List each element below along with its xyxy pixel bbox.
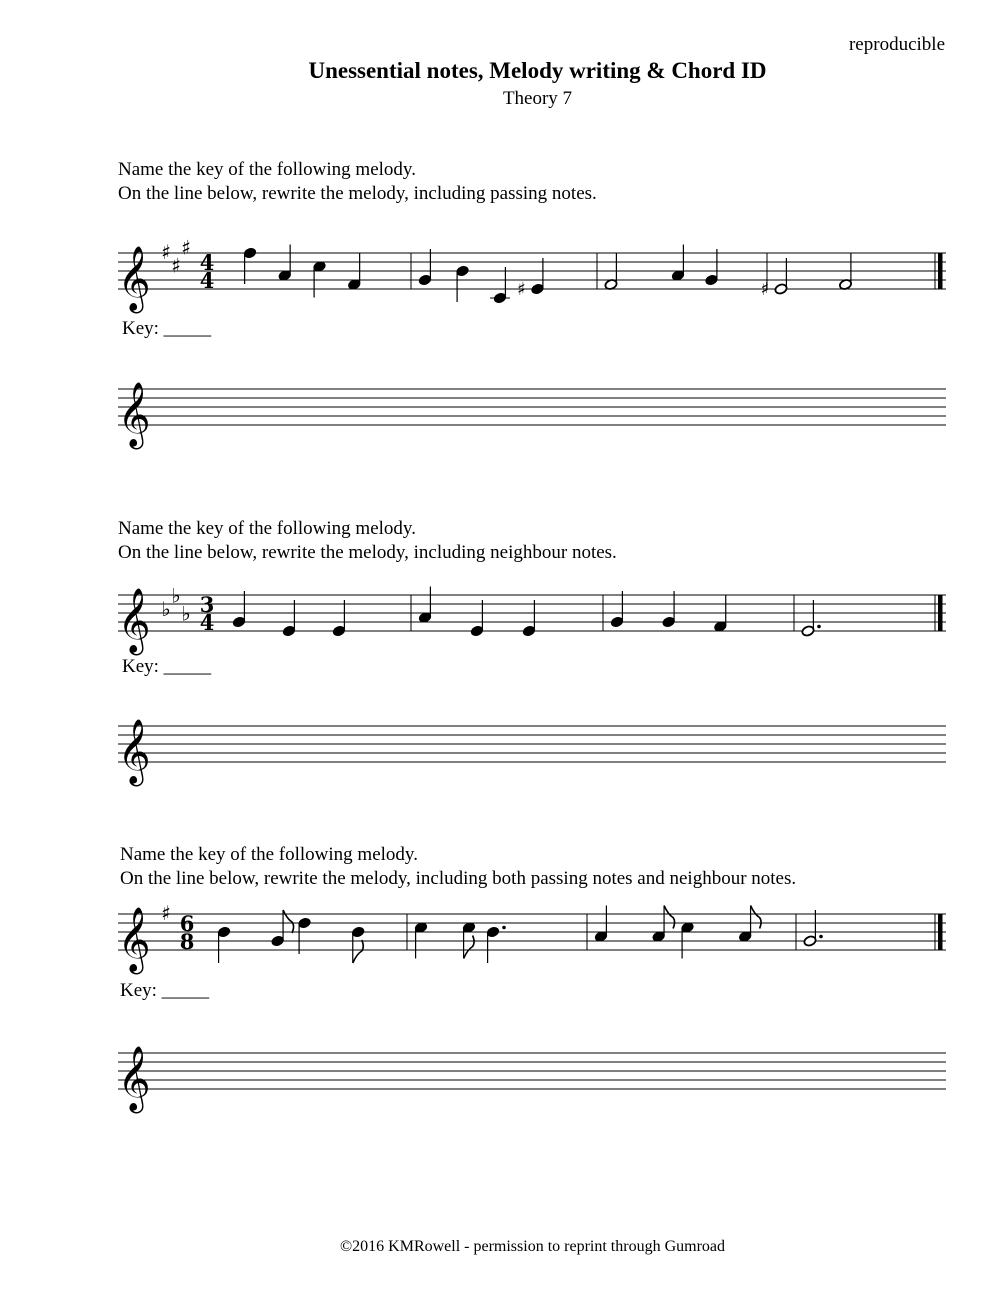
key-signature-sharp-icon: ♯ xyxy=(161,901,171,925)
note-flag xyxy=(464,936,475,959)
note-flag xyxy=(751,906,762,929)
time-signature-bottom: 8 xyxy=(179,929,195,954)
augmentation-dot xyxy=(817,625,821,629)
treble-clef-icon: 𝄞 xyxy=(117,382,151,447)
exercise-3-key-label: Key: _____ xyxy=(120,980,210,1001)
treble-clef-icon: 𝄞 xyxy=(117,588,151,653)
exercise-2-instruction-1: Name the key of the following melody. xyxy=(118,518,416,539)
sharp-accidental: ♯ xyxy=(760,279,770,300)
note-flag xyxy=(283,910,294,933)
key-signature-flat-icon: ♭ xyxy=(181,601,191,626)
treble-clef-icon: 𝄞 xyxy=(117,907,151,972)
final-barline-thick xyxy=(938,914,943,950)
sharp-accidental: ♯ xyxy=(517,279,526,300)
exercise-1-instruction-1: Name the key of the following melody. xyxy=(118,159,416,180)
treble-clef-icon: 𝄞 xyxy=(117,1046,151,1111)
note-flag xyxy=(664,906,675,929)
key-signature-sharp-icon: ♯ xyxy=(171,253,181,278)
exercise-1-key-label: Key: _____ xyxy=(122,318,212,339)
exercise-1-instruction-2: On the line below, rewrite the melody, including passing notes. xyxy=(118,183,597,204)
page-subtitle: Theory 7 xyxy=(502,88,573,109)
key-signature-flat-icon: ♭ xyxy=(161,597,171,621)
time-signature-top: 3 xyxy=(199,592,215,617)
augmentation-dot xyxy=(502,926,506,930)
final-barline-thick xyxy=(938,253,943,289)
key-signature-sharp-icon: ♯ xyxy=(181,235,191,260)
time-signature-bottom: 4 xyxy=(199,610,215,635)
key-signature-sharp-icon: ♯ xyxy=(161,240,171,264)
exercise-2-key-label: Key: _____ xyxy=(122,656,212,677)
reproducible-label: reproducible xyxy=(848,34,945,55)
augmentation-dot xyxy=(819,935,823,939)
time-signature-bottom: 4 xyxy=(199,268,215,293)
time-signature-top: 6 xyxy=(179,911,195,936)
final-barline-thick xyxy=(938,595,943,631)
note-flag xyxy=(353,940,364,963)
exercise-2-instruction-2: On the line below, rewrite the melody, including neighbour notes. xyxy=(118,542,617,563)
treble-clef-icon: 𝄞 xyxy=(117,246,151,311)
exercise-3-instruction-1: Name the key of the following melody. xyxy=(120,844,418,865)
treble-clef-icon: 𝄞 xyxy=(117,719,151,784)
copyright-footer: ©2016 KMRowell - permission to reprint through Gumroad xyxy=(340,1238,725,1255)
time-signature-top: 4 xyxy=(199,250,215,275)
exercise-3-instruction-2: On the line below, rewrite the melody, including both passing notes and neighbour notes. xyxy=(120,868,797,889)
page-title: Unessential notes, Melody writing & Chord ID xyxy=(308,58,767,83)
key-signature-flat-icon: ♭ xyxy=(171,583,181,608)
